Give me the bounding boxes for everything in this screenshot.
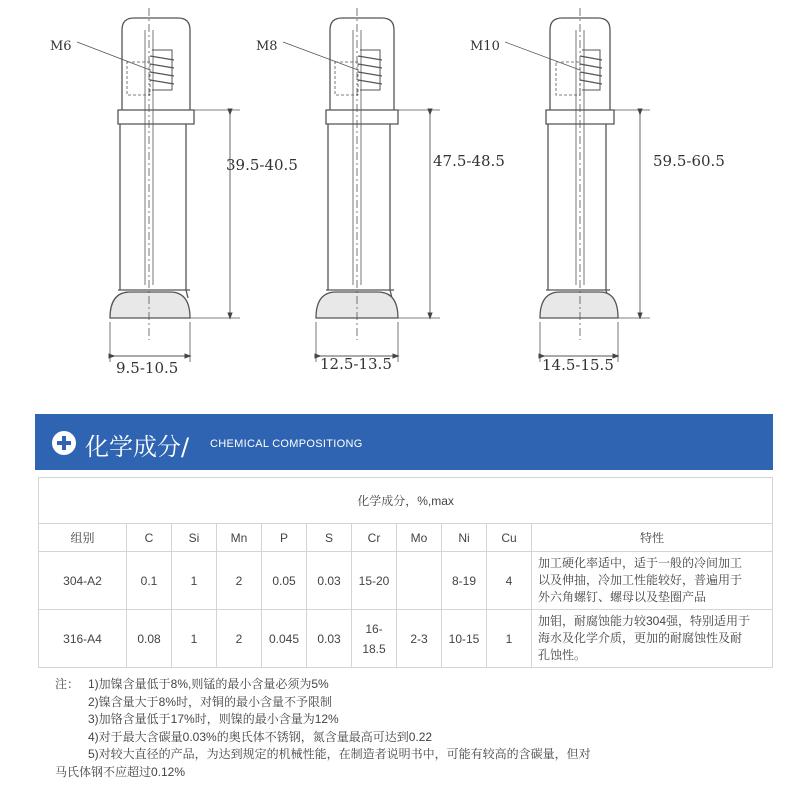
cell-c: 0.1 [127,552,172,610]
header-cell: 组别 [39,524,127,552]
header-cell: Mo [397,524,442,552]
header-cell: Ni [442,524,487,552]
cell-mn: 2 [217,552,262,610]
cell-p: 0.05 [262,552,307,610]
cell-si: 1 [172,610,217,668]
header-cell: Cu [487,524,532,552]
header-cell: 特性 [532,524,773,552]
property-line: 孔蚀性。 [538,648,587,662]
header-cell: Cr [352,524,397,552]
notes-list [55,676,688,781]
bolt-m8-diameter: 12.5-13.5 [320,355,392,373]
note-item: 2)镍含量大于8%时，对铜的最小含量不予限制 [88,694,333,709]
bolt-m6-thread: M6 [50,39,72,54]
note-item: 马氏体钢不应超过0.12% [55,764,186,779]
note-item: 4)对于最大含碳量0.03%的奥氏体不锈钢，氮含量最高可达到0.22 [88,729,433,744]
cell-p: 0.045 [262,610,307,668]
bolt-m8-thread: M8 [256,39,278,54]
chemical-composition-table [38,477,773,668]
cell-si: 1 [172,552,217,610]
property-line: 外六角螺钉、螺母以及垫圈产品 [538,590,707,604]
header-cell: Si [172,524,217,552]
cell-group: 316-A4 [39,610,127,668]
table-row [39,610,773,668]
bolt-drawing-m8 [283,8,440,362]
bolt-m10-thread: M10 [470,39,500,54]
property-line: 以及伸抽，冷加工性能较好，普遍用于 [538,573,743,587]
cell-cu: 4 [487,552,532,610]
cell-mo [397,552,442,610]
header-cell: C [127,524,172,552]
cell-property [532,610,773,668]
bolt-m6-length: 39.5-40.5 [226,156,298,174]
bolt-m10-diameter: 14.5-15.5 [542,356,614,374]
bolt-drawing-m6 [77,8,240,362]
cell-cr: 15-20 [352,552,397,610]
property-line: 海水及化学介质，更加的耐腐蚀性及耐 [538,631,743,645]
header-cell: P [262,524,307,552]
cell-ni: 10-15 [442,610,487,668]
note-item: 5)对较大直径的产品，为达到规定的机械性能，在制造者说明书中，可能有较高的含碳量，但对 [88,747,591,761]
cell-cu: 1 [487,610,532,668]
table-header-row [39,524,773,552]
cr-line: 18.5 [362,641,386,656]
section-subtitle: CHEMICAL COMPOSITIONG [210,438,363,450]
bolt-m6-diameter: 9.5-10.5 [116,359,179,377]
cell-cr [352,610,397,668]
plus-circle-icon [52,431,76,455]
cell-mn: 2 [217,610,262,668]
notes-label: 注： [55,677,80,691]
header-cell: S [307,524,352,552]
cell-s: 0.03 [307,552,352,610]
note-item: 3)加铬含量低于17%时，则镍的最小含量为12% [88,712,339,726]
bolt-m8-length: 47.5-48.5 [433,152,505,170]
property-line: 加钼，耐腐蚀能力较304强，特别适用于 [538,614,751,628]
section-header [35,414,773,470]
bolt-m10-length: 59.5-60.5 [653,152,725,170]
property-line: 加工硬化率适中，适于一般的冷间加工 [538,556,743,570]
cr-line: 16- [365,621,383,636]
cell-c: 0.08 [127,610,172,668]
cell-s: 0.03 [307,610,352,668]
cell-ni: 8-19 [442,552,487,610]
header-cell: Mn [217,524,262,552]
table-caption: 化学成分，%,max [39,478,773,524]
section-title: 化学成分/ [85,433,190,461]
bolt-drawing-m10 [505,8,650,362]
note-item: 1)加镍含量低于8%,则锰的最小含量必须为5% [88,677,329,691]
cell-group: 304-A2 [39,552,127,610]
cell-property [532,552,773,610]
table-row [39,552,773,610]
cell-mo: 2-3 [397,610,442,668]
